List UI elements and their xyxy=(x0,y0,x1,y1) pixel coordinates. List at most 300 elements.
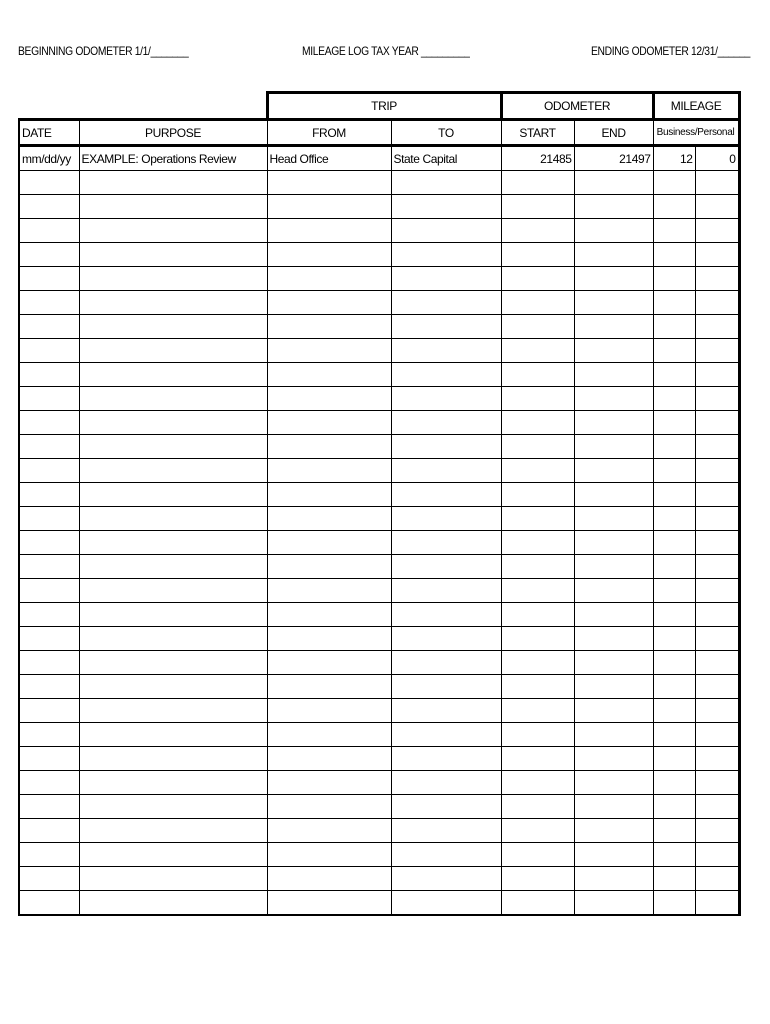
table-row xyxy=(19,603,739,627)
cell-to[interactable] xyxy=(391,723,501,747)
cell-to[interactable] xyxy=(391,387,501,411)
cell-business[interactable] xyxy=(653,267,695,291)
cell-end[interactable] xyxy=(574,363,653,387)
group-odometer: ODOMETER xyxy=(501,93,653,120)
cell-purpose[interactable] xyxy=(79,507,267,531)
cell-purpose[interactable] xyxy=(79,171,267,195)
cell-personal[interactable] xyxy=(695,267,739,291)
cell-from[interactable] xyxy=(267,555,391,579)
table-row xyxy=(19,507,739,531)
table-row xyxy=(19,867,739,891)
cell-personal[interactable] xyxy=(695,435,739,459)
cell-personal[interactable] xyxy=(695,315,739,339)
beginning-odometer-label: BEGINNING ODOMETER 1/1/_______ xyxy=(18,44,189,58)
cell-date[interactable] xyxy=(19,459,79,483)
cell-purpose[interactable] xyxy=(79,531,267,555)
example-start: 21485 xyxy=(501,146,574,171)
example-date: mm/dd/yy xyxy=(19,146,79,171)
table-row xyxy=(19,243,739,267)
cell-business[interactable] xyxy=(653,555,695,579)
cell-end[interactable] xyxy=(574,411,653,435)
cell-start[interactable] xyxy=(501,699,574,723)
cell-to[interactable] xyxy=(391,675,501,699)
cell-from[interactable] xyxy=(267,675,391,699)
cell-from[interactable] xyxy=(267,315,391,339)
cell-purpose[interactable] xyxy=(79,219,267,243)
cell-purpose[interactable] xyxy=(79,819,267,843)
cell-to[interactable] xyxy=(391,435,501,459)
cell-to[interactable] xyxy=(391,699,501,723)
cell-to[interactable] xyxy=(391,171,501,195)
cell-business[interactable] xyxy=(653,531,695,555)
cell-date[interactable] xyxy=(19,747,79,771)
cell-start[interactable] xyxy=(501,315,574,339)
cell-date[interactable] xyxy=(19,819,79,843)
col-end: END xyxy=(574,120,653,146)
example-personal: 0 xyxy=(695,146,739,171)
cell-purpose[interactable] xyxy=(79,483,267,507)
cell-purpose[interactable] xyxy=(79,675,267,699)
cell-personal[interactable] xyxy=(695,867,739,891)
cell-to[interactable] xyxy=(391,459,501,483)
cell-personal[interactable] xyxy=(695,651,739,675)
cell-end[interactable] xyxy=(574,291,653,315)
cell-purpose[interactable] xyxy=(79,195,267,219)
cell-start[interactable] xyxy=(501,555,574,579)
table-row xyxy=(19,699,739,723)
cell-business[interactable] xyxy=(653,843,695,867)
table-row xyxy=(19,363,739,387)
example-row xyxy=(19,146,739,171)
cell-to[interactable] xyxy=(391,747,501,771)
cell-end[interactable] xyxy=(574,579,653,603)
cell-to[interactable] xyxy=(391,411,501,435)
cell-personal[interactable] xyxy=(695,843,739,867)
cell-business[interactable] xyxy=(653,675,695,699)
cell-from[interactable] xyxy=(267,435,391,459)
table-row xyxy=(19,435,739,459)
cell-date[interactable] xyxy=(19,867,79,891)
ending-odometer-label: ENDING ODOMETER 12/31/______ xyxy=(591,44,751,58)
cell-from[interactable] xyxy=(267,507,391,531)
cell-personal[interactable] xyxy=(695,459,739,483)
cell-date[interactable] xyxy=(19,603,79,627)
cell-from[interactable] xyxy=(267,819,391,843)
table-row xyxy=(19,771,739,795)
cell-from[interactable] xyxy=(267,795,391,819)
cell-purpose[interactable] xyxy=(79,411,267,435)
cell-to[interactable] xyxy=(391,291,501,315)
cell-from[interactable] xyxy=(267,291,391,315)
col-to: TO xyxy=(391,120,501,146)
cell-end[interactable] xyxy=(574,435,653,459)
cell-personal[interactable] xyxy=(695,531,739,555)
cell-start[interactable] xyxy=(501,459,574,483)
cell-purpose[interactable] xyxy=(79,603,267,627)
cell-from[interactable] xyxy=(267,723,391,747)
tax-year-label: MILEAGE LOG TAX YEAR _________ xyxy=(302,44,470,58)
cell-start[interactable] xyxy=(501,603,574,627)
cell-start[interactable] xyxy=(501,411,574,435)
cell-start[interactable] xyxy=(501,195,574,219)
cell-date[interactable] xyxy=(19,315,79,339)
cell-to[interactable] xyxy=(391,579,501,603)
cell-start[interactable] xyxy=(501,339,574,363)
cell-to[interactable] xyxy=(391,483,501,507)
cell-end[interactable] xyxy=(574,819,653,843)
cell-business[interactable] xyxy=(653,771,695,795)
group-mileage: MILEAGE xyxy=(653,93,739,120)
col-from: FROM xyxy=(267,120,391,146)
group-trip: TRIP xyxy=(267,93,501,120)
table-row xyxy=(19,843,739,867)
cell-from[interactable] xyxy=(267,339,391,363)
cell-to[interactable] xyxy=(391,795,501,819)
cell-end[interactable] xyxy=(574,315,653,339)
cell-start[interactable] xyxy=(501,387,574,411)
cell-date[interactable] xyxy=(19,843,79,867)
cell-personal[interactable] xyxy=(695,363,739,387)
cell-personal[interactable] xyxy=(695,675,739,699)
cell-to[interactable] xyxy=(391,627,501,651)
table-row xyxy=(19,795,739,819)
cell-date[interactable] xyxy=(19,891,79,916)
cell-personal[interactable] xyxy=(695,483,739,507)
blank-entry-rows xyxy=(19,171,739,916)
cell-to[interactable] xyxy=(391,339,501,363)
cell-business[interactable] xyxy=(653,291,695,315)
cell-date[interactable] xyxy=(19,171,79,195)
cell-personal[interactable] xyxy=(695,579,739,603)
cell-end[interactable] xyxy=(574,699,653,723)
group-header-row xyxy=(19,93,739,120)
cell-purpose[interactable] xyxy=(79,579,267,603)
cell-date[interactable] xyxy=(19,723,79,747)
cell-business[interactable] xyxy=(653,243,695,267)
cell-date[interactable] xyxy=(19,219,79,243)
cell-start[interactable] xyxy=(501,267,574,291)
cell-to[interactable] xyxy=(391,891,501,916)
cell-from[interactable] xyxy=(267,267,391,291)
cell-business[interactable] xyxy=(653,627,695,651)
cell-end[interactable] xyxy=(574,171,653,195)
cell-from[interactable] xyxy=(267,891,391,916)
col-business-personal: Business/Personal xyxy=(653,120,739,146)
cell-to[interactable] xyxy=(391,843,501,867)
cell-from[interactable] xyxy=(267,411,391,435)
cell-purpose[interactable] xyxy=(79,891,267,916)
cell-end[interactable] xyxy=(574,219,653,243)
cell-business[interactable] xyxy=(653,795,695,819)
cell-date[interactable] xyxy=(19,507,79,531)
cell-personal[interactable] xyxy=(695,507,739,531)
table-row xyxy=(19,483,739,507)
cell-date[interactable] xyxy=(19,435,79,459)
cell-purpose[interactable] xyxy=(79,867,267,891)
cell-start[interactable] xyxy=(501,651,574,675)
cell-end[interactable] xyxy=(574,459,653,483)
cell-business[interactable] xyxy=(653,651,695,675)
col-date: DATE xyxy=(19,120,79,146)
cell-to[interactable] xyxy=(391,555,501,579)
cell-business[interactable] xyxy=(653,867,695,891)
cell-purpose[interactable] xyxy=(79,339,267,363)
cell-end[interactable] xyxy=(574,843,653,867)
cell-from[interactable] xyxy=(267,531,391,555)
cell-start[interactable] xyxy=(501,363,574,387)
cell-end[interactable] xyxy=(574,387,653,411)
cell-end[interactable] xyxy=(574,747,653,771)
cell-business[interactable] xyxy=(653,219,695,243)
cell-start[interactable] xyxy=(501,627,574,651)
cell-start[interactable] xyxy=(501,531,574,555)
cell-end[interactable] xyxy=(574,891,653,916)
cell-date[interactable] xyxy=(19,651,79,675)
cell-end[interactable] xyxy=(574,243,653,267)
cell-business[interactable] xyxy=(653,387,695,411)
cell-business[interactable] xyxy=(653,459,695,483)
cell-to[interactable] xyxy=(391,867,501,891)
cell-to[interactable] xyxy=(391,219,501,243)
cell-start[interactable] xyxy=(501,771,574,795)
table-row xyxy=(19,459,739,483)
cell-date[interactable] xyxy=(19,555,79,579)
cell-end[interactable] xyxy=(574,651,653,675)
cell-business[interactable] xyxy=(653,195,695,219)
table-row xyxy=(19,651,739,675)
cell-business[interactable] xyxy=(653,411,695,435)
cell-purpose[interactable] xyxy=(79,435,267,459)
table-row xyxy=(19,195,739,219)
table-row xyxy=(19,747,739,771)
cell-from[interactable] xyxy=(267,771,391,795)
cell-purpose[interactable] xyxy=(79,723,267,747)
table-row xyxy=(19,291,739,315)
cell-business[interactable] xyxy=(653,603,695,627)
cell-end[interactable] xyxy=(574,195,653,219)
cell-to[interactable] xyxy=(391,603,501,627)
cell-business[interactable] xyxy=(653,507,695,531)
cell-end[interactable] xyxy=(574,723,653,747)
cell-from[interactable] xyxy=(267,843,391,867)
cell-personal[interactable] xyxy=(695,171,739,195)
cell-date[interactable] xyxy=(19,387,79,411)
cell-business[interactable] xyxy=(653,723,695,747)
cell-business[interactable] xyxy=(653,891,695,916)
cell-business[interactable] xyxy=(653,315,695,339)
cell-personal[interactable] xyxy=(695,387,739,411)
cell-from[interactable] xyxy=(267,867,391,891)
cell-purpose[interactable] xyxy=(79,555,267,579)
cell-personal[interactable] xyxy=(695,603,739,627)
cell-business[interactable] xyxy=(653,435,695,459)
cell-from[interactable] xyxy=(267,483,391,507)
cell-start[interactable] xyxy=(501,291,574,315)
table-row xyxy=(19,579,739,603)
cell-start[interactable] xyxy=(501,891,574,916)
cell-start[interactable] xyxy=(501,171,574,195)
cell-from[interactable] xyxy=(267,579,391,603)
cell-date[interactable] xyxy=(19,267,79,291)
cell-purpose[interactable] xyxy=(79,771,267,795)
cell-date[interactable] xyxy=(19,771,79,795)
cell-business[interactable] xyxy=(653,363,695,387)
table-row xyxy=(19,411,739,435)
cell-date[interactable] xyxy=(19,411,79,435)
cell-from[interactable] xyxy=(267,747,391,771)
cell-purpose[interactable] xyxy=(79,363,267,387)
cell-business[interactable] xyxy=(653,171,695,195)
table-row xyxy=(19,171,739,195)
cell-personal[interactable] xyxy=(695,723,739,747)
cell-start[interactable] xyxy=(501,243,574,267)
cell-date[interactable] xyxy=(19,291,79,315)
cell-from[interactable] xyxy=(267,699,391,723)
cell-end[interactable] xyxy=(574,795,653,819)
cell-personal[interactable] xyxy=(695,195,739,219)
cell-end[interactable] xyxy=(574,867,653,891)
cell-start[interactable] xyxy=(501,867,574,891)
cell-date[interactable] xyxy=(19,243,79,267)
cell-to[interactable] xyxy=(391,315,501,339)
cell-end[interactable] xyxy=(574,555,653,579)
cell-to[interactable] xyxy=(391,363,501,387)
col-purpose: PURPOSE xyxy=(79,120,267,146)
cell-start[interactable] xyxy=(501,723,574,747)
cell-personal[interactable] xyxy=(695,795,739,819)
cell-purpose[interactable] xyxy=(79,627,267,651)
cell-start[interactable] xyxy=(501,435,574,459)
table-row xyxy=(19,219,739,243)
cell-to[interactable] xyxy=(391,243,501,267)
cell-purpose[interactable] xyxy=(79,243,267,267)
cell-date[interactable] xyxy=(19,795,79,819)
cell-from[interactable] xyxy=(267,171,391,195)
table-row xyxy=(19,723,739,747)
cell-personal[interactable] xyxy=(695,219,739,243)
cell-business[interactable] xyxy=(653,699,695,723)
table-row xyxy=(19,339,739,363)
cell-end[interactable] xyxy=(574,531,653,555)
cell-date[interactable] xyxy=(19,699,79,723)
cell-start[interactable] xyxy=(501,579,574,603)
cell-date[interactable] xyxy=(19,627,79,651)
example-purpose: EXAMPLE: Operations Review xyxy=(79,146,267,171)
cell-end[interactable] xyxy=(574,507,653,531)
cell-date[interactable] xyxy=(19,195,79,219)
cell-end[interactable] xyxy=(574,771,653,795)
cell-date[interactable] xyxy=(19,675,79,699)
cell-personal[interactable] xyxy=(695,819,739,843)
column-header-row xyxy=(19,120,739,146)
cell-end[interactable] xyxy=(574,483,653,507)
cell-date[interactable] xyxy=(19,363,79,387)
cell-end[interactable] xyxy=(574,339,653,363)
cell-date[interactable] xyxy=(19,579,79,603)
cell-personal[interactable] xyxy=(695,243,739,267)
cell-start[interactable] xyxy=(501,675,574,699)
cell-date[interactable] xyxy=(19,339,79,363)
cell-start[interactable] xyxy=(501,507,574,531)
cell-from[interactable] xyxy=(267,219,391,243)
cell-from[interactable] xyxy=(267,363,391,387)
example-to: State Capital xyxy=(391,146,501,171)
cell-to[interactable] xyxy=(391,507,501,531)
cell-start[interactable] xyxy=(501,843,574,867)
cell-start[interactable] xyxy=(501,795,574,819)
cell-purpose[interactable] xyxy=(79,459,267,483)
table-row xyxy=(19,267,739,291)
cell-start[interactable] xyxy=(501,747,574,771)
cell-to[interactable] xyxy=(391,771,501,795)
example-business: 12 xyxy=(653,146,695,171)
cell-from[interactable] xyxy=(267,603,391,627)
cell-date[interactable] xyxy=(19,531,79,555)
cell-personal[interactable] xyxy=(695,771,739,795)
table-row xyxy=(19,891,739,916)
cell-personal[interactable] xyxy=(695,627,739,651)
example-from: Head Office xyxy=(267,146,391,171)
cell-start[interactable] xyxy=(501,219,574,243)
cell-business[interactable] xyxy=(653,747,695,771)
cell-to[interactable] xyxy=(391,531,501,555)
cell-from[interactable] xyxy=(267,627,391,651)
cell-start[interactable] xyxy=(501,483,574,507)
cell-purpose[interactable] xyxy=(79,387,267,411)
cell-personal[interactable] xyxy=(695,891,739,916)
cell-to[interactable] xyxy=(391,819,501,843)
table-row xyxy=(19,819,739,843)
cell-personal[interactable] xyxy=(695,339,739,363)
cell-end[interactable] xyxy=(574,675,653,699)
cell-to[interactable] xyxy=(391,267,501,291)
cell-start[interactable] xyxy=(501,819,574,843)
cell-date[interactable] xyxy=(19,483,79,507)
cell-personal[interactable] xyxy=(695,411,739,435)
cell-personal[interactable] xyxy=(695,291,739,315)
cell-business[interactable] xyxy=(653,483,695,507)
cell-from[interactable] xyxy=(267,195,391,219)
cell-purpose[interactable] xyxy=(79,651,267,675)
cell-end[interactable] xyxy=(574,603,653,627)
cell-from[interactable] xyxy=(267,243,391,267)
cell-from[interactable] xyxy=(267,387,391,411)
cell-purpose[interactable] xyxy=(79,795,267,819)
cell-purpose[interactable] xyxy=(79,747,267,771)
cell-personal[interactable] xyxy=(695,747,739,771)
cell-purpose[interactable] xyxy=(79,267,267,291)
cell-to[interactable] xyxy=(391,651,501,675)
table-row xyxy=(19,315,739,339)
cell-purpose[interactable] xyxy=(79,843,267,867)
table-row xyxy=(19,627,739,651)
cell-personal[interactable] xyxy=(695,699,739,723)
cell-business[interactable] xyxy=(653,579,695,603)
cell-purpose[interactable] xyxy=(79,699,267,723)
cell-end[interactable] xyxy=(574,627,653,651)
table-row xyxy=(19,555,739,579)
cell-end[interactable] xyxy=(574,267,653,291)
cell-business[interactable] xyxy=(653,819,695,843)
cell-business[interactable] xyxy=(653,339,695,363)
cell-to[interactable] xyxy=(391,195,501,219)
col-start: START xyxy=(501,120,574,146)
cell-from[interactable] xyxy=(267,651,391,675)
cell-purpose[interactable] xyxy=(79,291,267,315)
cell-purpose[interactable] xyxy=(79,315,267,339)
cell-personal[interactable] xyxy=(695,555,739,579)
cell-from[interactable] xyxy=(267,459,391,483)
